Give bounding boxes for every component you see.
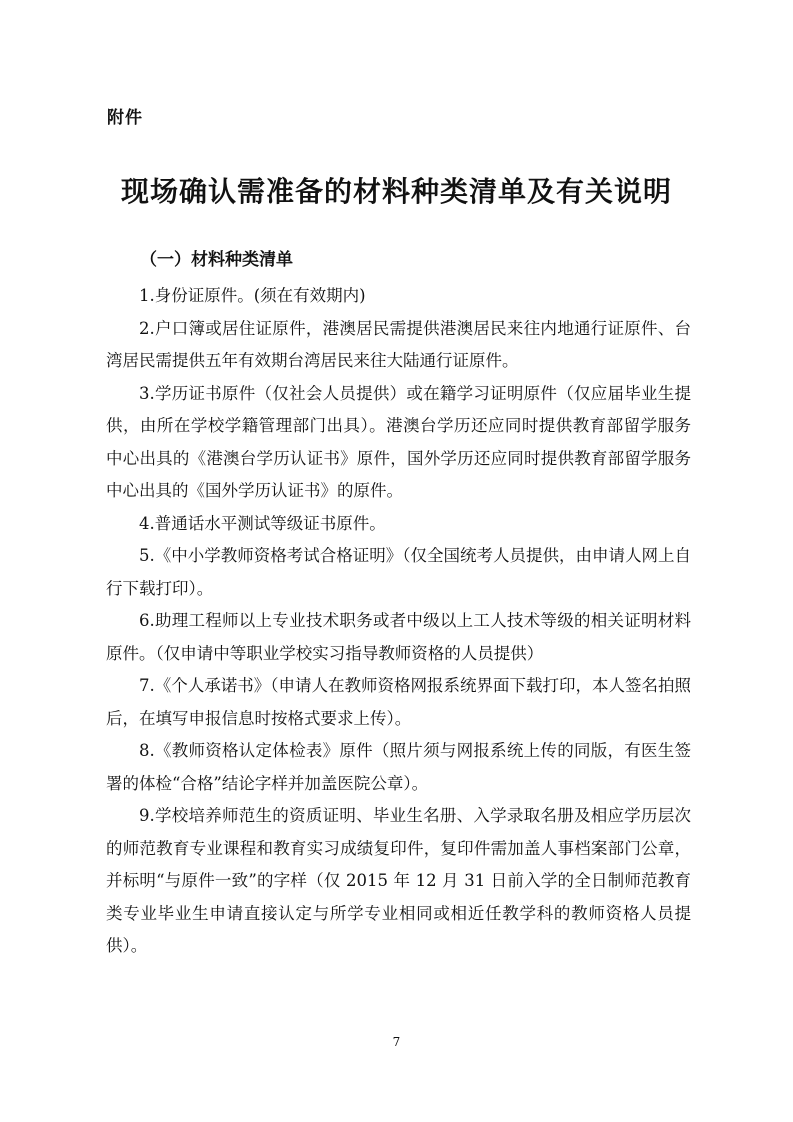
page-number: 7 — [392, 1035, 401, 1049]
materials-list — [106, 280, 691, 963]
attachment-label: 附件 — [107, 108, 143, 128]
list-item: 2.户口簿或居住证原件，港澳居民需提供港澳居民来往内地通行证原件、台湾居民需提供五年有效期台湾居民来往大陆通行证原件。 — [106, 318, 691, 370]
document-title: 现场确认需准备的材料种类清单及有关说明 — [120, 175, 672, 208]
list-item: 5.《中小学教师资格考试合格证明》（仅全国统考人员提供，由申请人网上自行下载打印）。 — [106, 546, 691, 598]
list-item: 6.助理工程师以上专业技术职务或者中级以上工人技术等级的相关证明材料原件。（仅申请中等职业学校实习指导教师资格的人员提供） — [106, 611, 691, 663]
list-item: 1.身份证原件。(须在有效期内) — [139, 286, 366, 305]
list-item: 7.《个人承诺书》（申请人在教师资格网报系统界面下载打印，本人签名拍照后，在填写申报信息时按格式要求上传）。 — [106, 676, 691, 728]
list-item: 8.《教师资格认定体检表》原件（照片须与网报系统上传的同版，有医生签署的体检“合格”结论字样并加盖医院公章）。 — [106, 741, 691, 793]
list-item: 9.学校培养师范生的资质证明、毕业生名册、入学录取名册及相应学历层次的师范教育专业课程和教育实习成绩复印件，复印件需加盖人事档案部门公章，并标明“与原件一致”的字样（仅 2015 年 12 月 31 日前入学的全日制师范教育类专业毕业生申请直接认定与所学专业相同或相近任教学科的教师资格人员提供）。 — [106, 806, 691, 955]
list-item: 3.学历证书原件（仅社会人员提供）或在籍学习证明原件（仅应届毕业生提供，由所在学校学籍管理部门出具）。港澳台学历还应同时提供教育部留学服务中心出具的《港澳台学历认证书》原件，国外学历还应同时提供教育部留学服务中心出具的《国外学历认证书》的原件。 — [106, 383, 691, 500]
section-heading: （一）材料种类清单 — [140, 250, 293, 270]
list-item: 4.普通话水平测试等级证书原件。 — [139, 513, 386, 533]
